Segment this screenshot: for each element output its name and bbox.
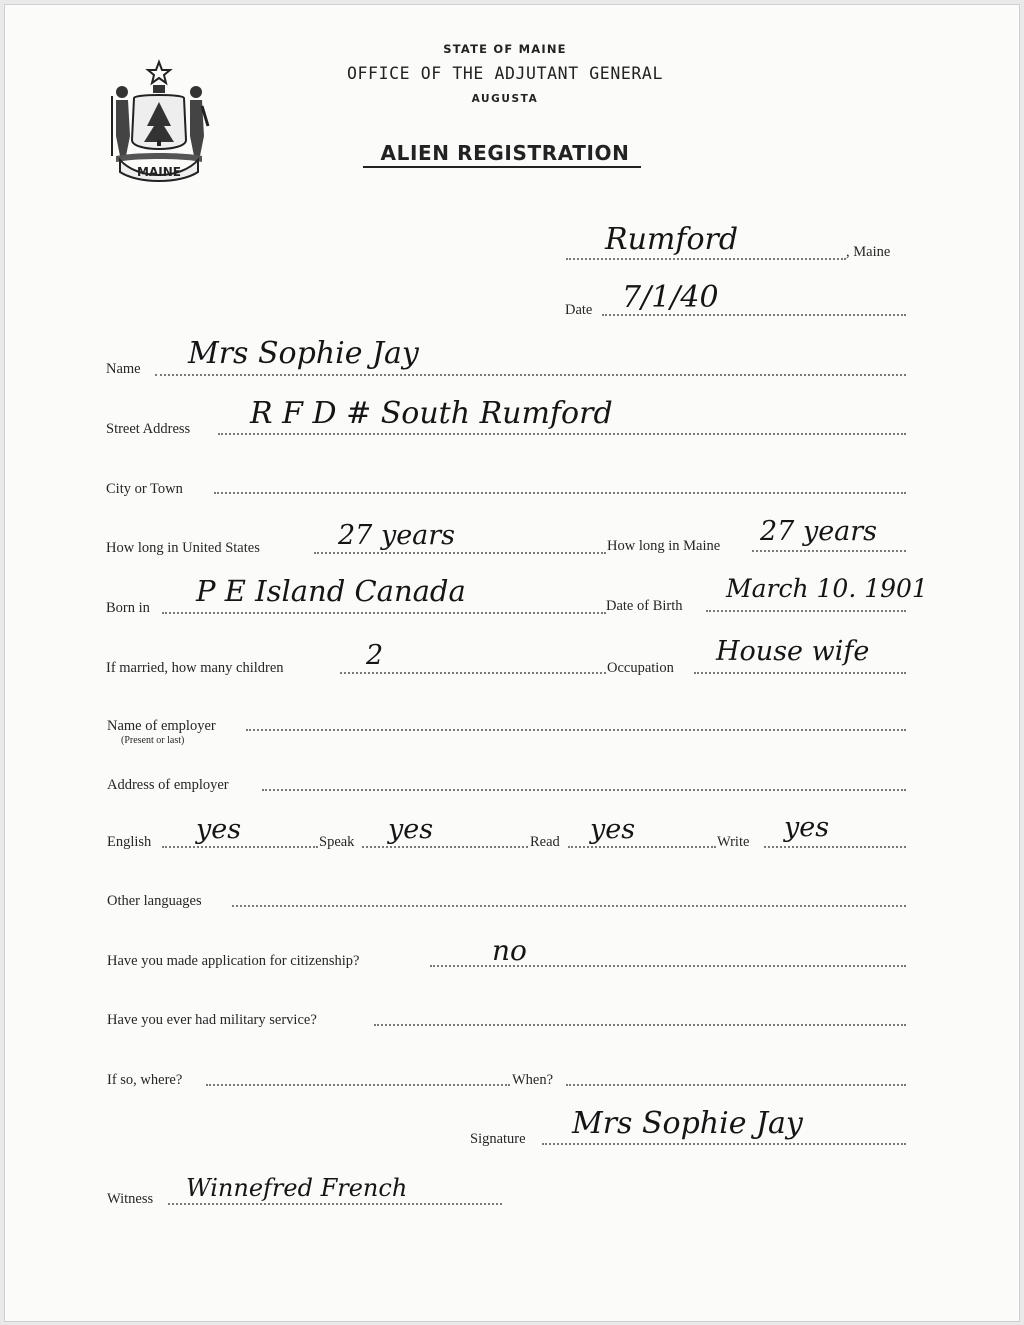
how-long-maine-label: How long in Maine — [607, 538, 721, 554]
maine-label: , Maine — [846, 244, 891, 260]
when-label: When? — [512, 1072, 554, 1088]
other-languages-label: Other languages — [107, 893, 202, 909]
how-long-maine-line — [752, 550, 906, 552]
how-long-us-label: How long in United States — [106, 540, 260, 556]
how-long-us-line — [314, 552, 606, 554]
date-label: Date — [565, 302, 593, 318]
form-title: ALIEN REGISTRATION — [380, 141, 630, 165]
read-label: Read — [530, 834, 560, 850]
header-office: OFFICE OF THE ADJUTANT GENERAL — [346, 64, 663, 83]
date-of-birth-entry: March 10. 1901 — [726, 574, 928, 603]
speak-entry: yes — [388, 814, 434, 845]
citizenship-label: Have you made application for citizenship? — [107, 953, 360, 969]
street-address-entry: R F D # South Rumford — [250, 396, 613, 431]
children-entry: 2 — [366, 640, 384, 671]
seal-text: MAINE — [137, 165, 181, 179]
speak-label: Speak — [319, 834, 355, 850]
military-line — [374, 1024, 906, 1026]
town-entry: Rumford — [605, 222, 739, 257]
employer-name-line — [246, 729, 906, 731]
signature-entry: Mrs Sophie Jay — [572, 1106, 803, 1141]
street-address-label: Street Address — [106, 421, 191, 437]
employer-name-label: Name of employer — [107, 718, 216, 734]
speak-line — [362, 846, 528, 848]
employer-address-label: Address of employer — [107, 777, 229, 793]
name-label: Name — [106, 361, 141, 377]
street-address-line — [218, 433, 906, 435]
how-long-maine-entry: 27 years — [760, 516, 878, 547]
header-city: AUGUSTA — [471, 93, 539, 105]
children-label: If married, how many children — [106, 660, 284, 676]
read-line — [568, 846, 716, 848]
maine-state-seal — [106, 56, 212, 182]
city-line — [214, 492, 906, 494]
name-line — [155, 374, 906, 376]
header-state: STATE OF MAINE — [443, 42, 567, 56]
witness-label: Witness — [107, 1191, 154, 1207]
english-entry: yes — [196, 814, 242, 845]
other-languages-line — [232, 905, 906, 907]
when-line — [566, 1084, 906, 1086]
signature-label: Signature — [470, 1131, 526, 1147]
born-in-entry: P E Island Canada — [196, 574, 466, 608]
date-of-birth-label: Date of Birth — [606, 598, 683, 614]
witness-entry: Winnefred French — [186, 1174, 408, 1202]
occupation-line — [694, 672, 906, 674]
write-label: Write — [717, 834, 750, 850]
born-in-label: Born in — [106, 600, 150, 616]
employer-address-line — [262, 789, 906, 791]
citizenship-entry: no — [492, 934, 527, 967]
english-line — [162, 846, 318, 848]
date-entry: 7/1/40 — [622, 280, 719, 315]
name-entry: Mrs Sophie Jay — [188, 336, 419, 371]
born-in-line — [162, 612, 606, 614]
title-underline — [363, 166, 641, 168]
occupation-entry: House wife — [716, 636, 870, 667]
city-label: City or Town — [106, 481, 183, 497]
write-entry: yes — [784, 812, 830, 843]
town-line — [566, 258, 846, 260]
english-label: English — [107, 834, 152, 850]
military-label: Have you ever had military service? — [107, 1012, 317, 1028]
present-or-last-note: (Present or last) — [121, 735, 185, 746]
write-line — [764, 846, 906, 848]
read-entry: yes — [590, 814, 636, 845]
how-long-us-entry: 27 years — [338, 520, 456, 551]
witness-line — [168, 1203, 502, 1205]
where-line — [206, 1084, 510, 1086]
children-line — [340, 672, 606, 674]
date-of-birth-line — [706, 610, 906, 612]
where-label: If so, where? — [107, 1072, 183, 1088]
signature-line — [542, 1143, 906, 1145]
occupation-label: Occupation — [607, 660, 674, 676]
